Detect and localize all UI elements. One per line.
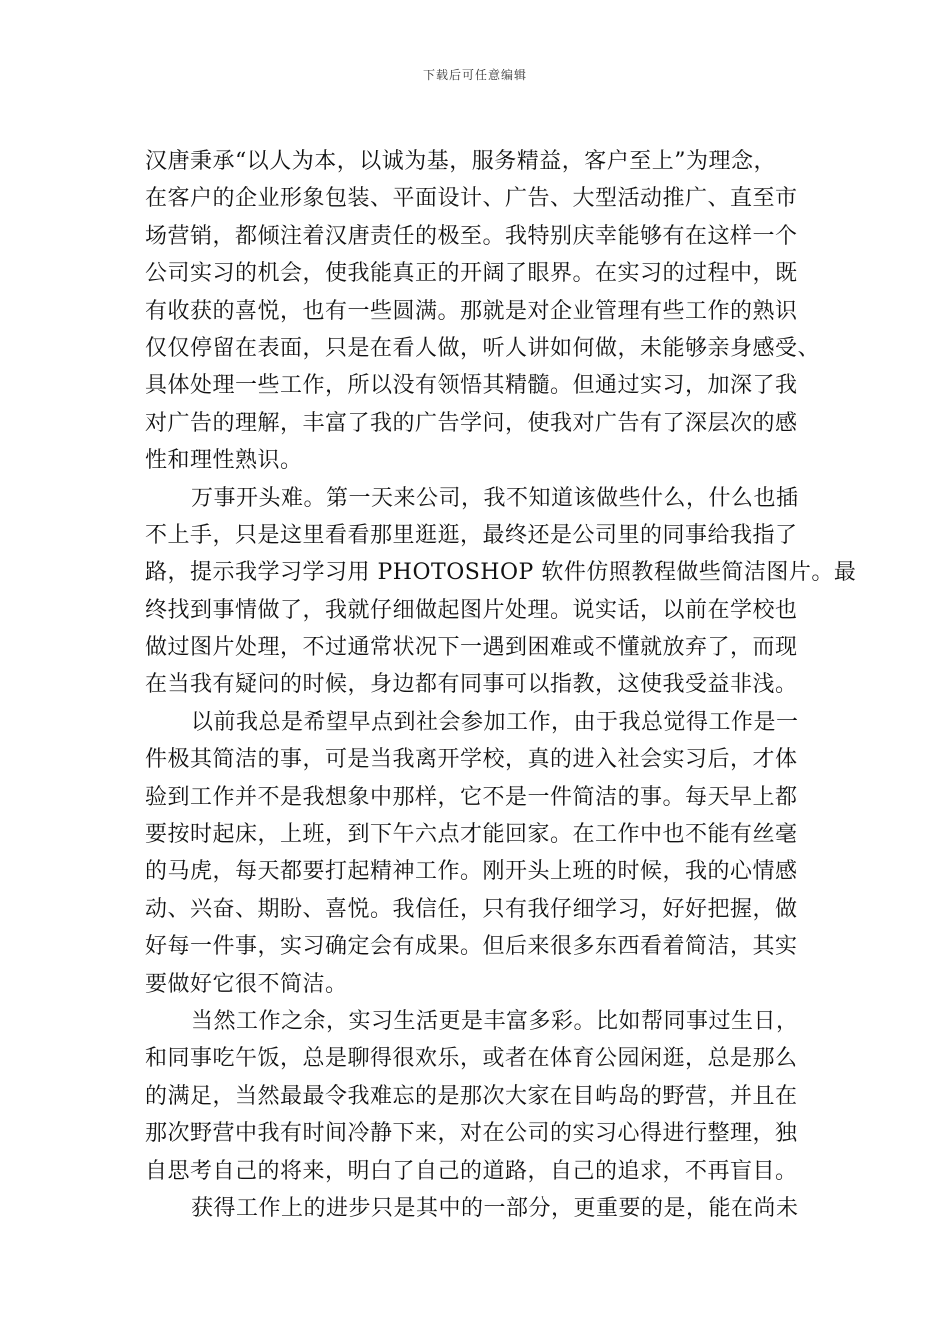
- text-line: 在客户的企业形象包装、平面设计、广告、大型活动推广、直至市: [145, 186, 798, 212]
- text-line: 获得工作上的进步只是其中的一部分，更重要的是，能在尚未: [191, 1195, 799, 1221]
- text-line: 的马虎，每天都要打起精神工作。刚开头上班的时候，我的心情感: [145, 859, 798, 885]
- text-line: 动、兴奋、期盼、喜悦。我信任，只有我仔细学习，好好把握，做: [145, 896, 798, 922]
- text-line: 要按时起床，上班，到下午六点才能回家。在工作中也不能有丝毫: [145, 822, 798, 848]
- text-line: 那次野营中我有时间冷静下来，对在公司的实习心得进行整理，独: [145, 1121, 798, 1147]
- text-line: 终找到事情做了，我就仔细做起图片处理。说实话，以前在学校也: [145, 597, 798, 623]
- header-note: 下载后可任意编辑: [422, 68, 527, 82]
- text-line: 做过图片处理，不过通常状况下一遇到困难或不懂就放弃了，而现: [145, 635, 798, 661]
- text-line: 公司实习的机会，使我能真正的开阔了眼界。在实习的过程中，既: [145, 261, 798, 287]
- text-line: 件极其简洁的事，可是当我离开学校，真的进入社会实习后，才体: [145, 747, 798, 773]
- text-line: 以前我总是希望早点到社会参加工作，由于我总觉得工作是一: [191, 709, 799, 735]
- text-line: 仅仅停留在表面，只是在看人做，听人讲如何做，未能够亲身感受、: [145, 335, 821, 361]
- text-line: 有收获的喜悦，也有一些圆满。那就是对企业管理有些工作的熟识: [145, 298, 798, 324]
- text-line: 不上手，只是这里看看那里逛逛，最终还是公司里的同事给我指了: [145, 522, 798, 548]
- text-line: 好每一件事，实习确定会有成果。但后来很多东西看着简洁，其实: [145, 934, 798, 960]
- text-line: 的满足，当然最最令我难忘的是那次大家在目屿岛的野营，并且在: [145, 1083, 798, 1109]
- text-line: 验到工作并不是我想象中那样，它不是一件简洁的事。每天早上都: [145, 784, 798, 810]
- text-line: 当然工作之余，实习生活更是丰富多彩。比如帮同事过生日，: [191, 1008, 799, 1034]
- text-line: 路，提示我学习学习用 PHOTOSHOP 软件仿照教程做些简洁图片。最: [145, 560, 857, 586]
- text-line: 要做好它很不简洁。: [145, 971, 348, 997]
- text-line: 场营销，都倾注着汉唐责任的极至。我特别庆幸能够有在这样一个: [145, 223, 798, 249]
- text-line: 自思考自己的将来，明白了自己的道路，自己的追求，不再盲目。: [145, 1158, 798, 1184]
- text-line: 在当我有疑问的时候，身边都有同事可以指教，这使我受益非浅。: [145, 672, 798, 698]
- text-line: 万事开头难。第一天来公司，我不知道该做些什么，什么也插: [191, 485, 799, 511]
- text-line: 汉唐秉承“以人为本，以诚为基，服务精益，客户至上”为理念，: [145, 149, 776, 174]
- text-line: 具体处理一些工作，所以没有领悟其精髓。但通过实习，加深了我: [145, 373, 798, 399]
- text-line: 性和理性熟识。: [145, 448, 303, 474]
- text-line: 对广告的理解，丰富了我的广告学问，使我对广告有了深层次的感: [145, 410, 798, 436]
- body-text: [145, 143, 857, 1227]
- text-line: 和同事吃午饭，总是聊得很欢乐，或者在体育公园闲逛，总是那么: [145, 1046, 798, 1072]
